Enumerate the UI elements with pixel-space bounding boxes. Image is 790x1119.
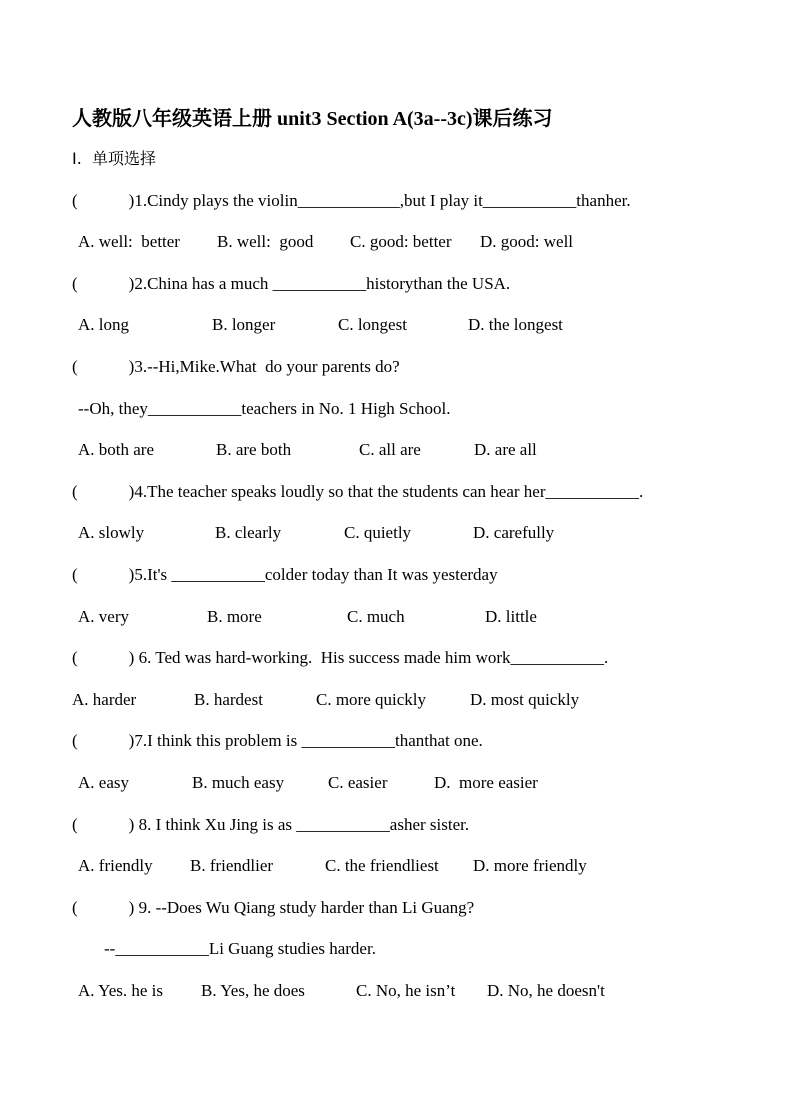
question-stem: ( ) 8. I think Xu Jing is as ___________asher sister. bbox=[72, 815, 470, 834]
option-b: B. much easy bbox=[192, 773, 285, 792]
option-d: D. more easier bbox=[434, 773, 538, 792]
option-a: A. friendly bbox=[78, 856, 153, 875]
option-a: A. easy bbox=[78, 773, 129, 792]
section-heading: I. 单项选择 bbox=[72, 149, 156, 168]
option-c: C. longest bbox=[338, 315, 407, 334]
question-dialogue-line: --___________Li Guang studies harder. bbox=[104, 939, 376, 958]
option-b: B. hardest bbox=[194, 690, 263, 709]
option-d: D. most quickly bbox=[470, 690, 580, 709]
option-a: A. slowly bbox=[78, 523, 145, 542]
question-dialogue-line: --Oh, they___________teachers in No. 1 High School. bbox=[78, 399, 451, 418]
option-c: C. No, he isn’t bbox=[356, 981, 456, 1000]
option-d: D. more friendly bbox=[473, 856, 587, 875]
option-a: A. long bbox=[78, 315, 129, 334]
option-b: B. are both bbox=[216, 440, 292, 459]
question-stem: ( )2.China has a much ___________historythan the USA. bbox=[72, 274, 511, 293]
question-stem: ( )4.The teacher speaks loudly so that the students can hear her___________. bbox=[72, 482, 644, 501]
option-c: C. all are bbox=[359, 440, 421, 459]
question-stem: ( ) 9. --Does Wu Qiang study harder than Li Guang? bbox=[72, 898, 475, 917]
question-stem: ( )3.--Hi,Mike.What do your parents do? bbox=[72, 357, 400, 376]
option-a: A. very bbox=[78, 607, 129, 626]
option-d: D. good: well bbox=[480, 232, 574, 251]
option-d: D. No, he doesn't bbox=[487, 981, 605, 1000]
page-title: 人教版八年级英语上册 unit3 Section A(3a--3c)课后练习 bbox=[72, 108, 553, 130]
option-c: C. more quickly bbox=[316, 690, 427, 709]
option-b: B. friendlier bbox=[190, 856, 274, 875]
question-stem: ( )5.It's ___________colder today than It was yesterday bbox=[72, 565, 498, 584]
option-a: A. harder bbox=[72, 690, 137, 709]
option-b: B. clearly bbox=[215, 523, 282, 542]
option-c: C. the friendliest bbox=[325, 856, 439, 875]
option-a: A. Yes. he is bbox=[78, 981, 164, 1000]
question-stem: ( ) 6. Ted was hard-working. His success made him work___________. bbox=[72, 648, 609, 667]
option-c: C. quietly bbox=[344, 523, 412, 542]
option-b: B. longer bbox=[212, 315, 276, 334]
option-a: A. well: better bbox=[78, 232, 180, 251]
option-b: B. more bbox=[207, 607, 262, 626]
question-stem: ( )1.Cindy plays the violin____________,but I play it___________thanher. bbox=[72, 191, 631, 210]
option-d: D. carefully bbox=[473, 523, 555, 542]
option-a: A. both are bbox=[78, 440, 155, 459]
option-c: C. good: better bbox=[350, 232, 452, 251]
option-b: B. Yes, he does bbox=[201, 981, 305, 1000]
option-c: C. easier bbox=[328, 773, 388, 792]
option-d: D. little bbox=[485, 607, 537, 626]
question-stem: ( )7.I think this problem is ___________thanthat one. bbox=[72, 731, 483, 750]
option-c: C. much bbox=[347, 607, 405, 626]
option-d: D. are all bbox=[474, 440, 537, 459]
option-b: B. well: good bbox=[217, 232, 314, 251]
option-d: D. the longest bbox=[468, 315, 563, 334]
